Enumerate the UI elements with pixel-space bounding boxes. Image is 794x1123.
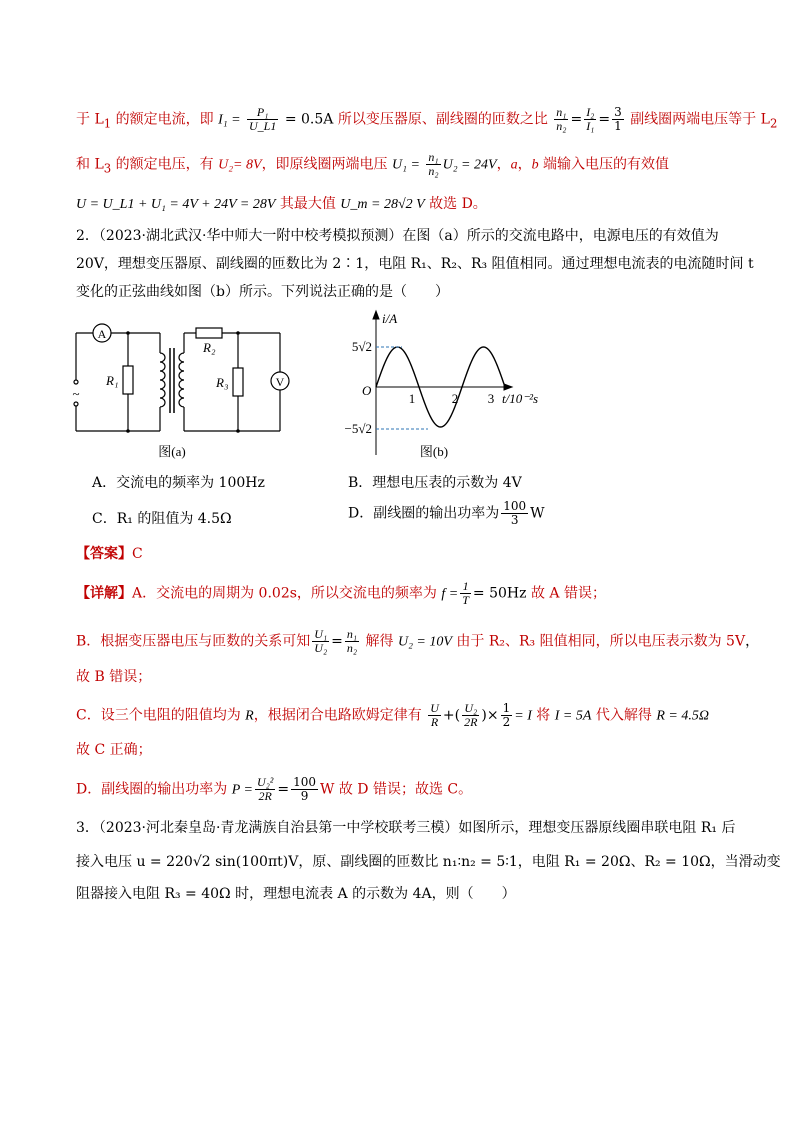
math-text: R (245, 708, 254, 724)
x-tick-label: 1 (408, 391, 416, 406)
fraction-num: U (430, 701, 439, 715)
text: 于 L (76, 111, 104, 128)
fraction-num: 100 (293, 775, 317, 789)
text: A．交流电的周期为 0.02s，所以交流电的频率为 (132, 585, 442, 602)
fraction (426, 151, 440, 178)
current-sine-graph (328, 305, 558, 465)
fraction-den: U_L1 (249, 119, 277, 133)
fraction-den: 9 (300, 789, 309, 803)
text: B．根据变压器电压与匝数的关系可知 (76, 633, 311, 650)
q2-stem-line-1: 2．（2023·湖北武汉·华中师大一附中校考模拟预测）在图（a）所示的交流电路中，电源电压的有效值为 (76, 228, 719, 244)
fraction (312, 628, 329, 655)
text: 其最大值 (275, 196, 341, 212)
fraction (255, 776, 275, 803)
fraction-num: U₁ (314, 627, 328, 641)
math-text: U_m = 28√2 V (340, 197, 425, 212)
fraction-den: 1 (614, 119, 622, 133)
option-d (348, 500, 545, 527)
math-text: P = (231, 782, 253, 798)
junction (126, 331, 130, 335)
math-text: I = 5A (554, 708, 592, 724)
q3-stem-line-3: 阻器接入电阻 R₃ = 40Ω 时，理想电流表 A 的示数为 4A，则（ ） (76, 886, 516, 902)
fraction-den: R (430, 715, 439, 729)
ac-source-label: ~ (72, 386, 80, 401)
resistor-r2 (196, 328, 222, 338)
text: 的额定电压，有 (111, 156, 219, 173)
math-text: U = U_L1 + U₁ = 4V + 24V = 28V (76, 197, 276, 212)
text: ， (496, 156, 511, 173)
q3-stem-line-2: 接入电压 u = 220√2 sin(100πt)V，原、副线圈的匝数比 n₁∶n₂ = 5∶1，电阻 R₁ = 20Ω、R₂ = 10Ω，当滑动变 (76, 854, 781, 870)
ammeter-label: A (97, 327, 107, 341)
math-text: a (510, 157, 518, 173)
fraction-den: 3 (510, 513, 519, 527)
fraction-num: n₁ (556, 105, 567, 119)
fraction (612, 106, 624, 133)
fraction-den: n₂ (428, 164, 439, 178)
y-axis-arrow (373, 311, 379, 319)
terminal (74, 402, 78, 406)
fraction (428, 702, 441, 729)
math-text: R = 4.5Ω (656, 708, 709, 724)
text: 和 L (76, 156, 104, 173)
fraction (462, 702, 479, 729)
text: 副线圈两端电压等于 L (630, 111, 770, 128)
r3-label: R₃ (216, 375, 229, 390)
fraction-den: n₂ (346, 641, 358, 655)
origin-label: O (362, 383, 372, 398)
fraction-num: I₂ (586, 105, 595, 119)
math-text: U₂ = 24V (442, 157, 497, 173)
math-text: U₂= 8V (218, 157, 262, 173)
fraction-den: U₂ (314, 641, 328, 655)
fraction (345, 628, 359, 655)
fraction-num: 100 (503, 499, 527, 513)
fraction (584, 106, 596, 133)
detail-b-conclusion: 故 B 错误； (76, 669, 152, 685)
fraction-num: U₂² (256, 775, 274, 789)
math-text: U₁ = (392, 157, 420, 173)
fraction-den: I₁ (586, 119, 595, 133)
secondary-coil (179, 353, 184, 407)
fraction-den: T (462, 593, 469, 607)
text: 解得 (361, 633, 398, 650)
option-b: B．理想电压表的示数为 4V (348, 475, 522, 491)
text: 由于 R₂、R₃ 阻值相同，所以电压表示数为 (451, 633, 727, 650)
text: D．副线圈的输出功率为 (348, 505, 500, 522)
math-text: f = (441, 586, 459, 602)
fraction-num: n₁ (428, 150, 439, 164)
text: C．设三个电阻的阻值均为 (76, 707, 246, 724)
x-tick-label: 2 (451, 391, 459, 406)
fraction (501, 500, 528, 527)
math-text: = 50Hz (472, 585, 527, 602)
text: 故选 D。 (424, 196, 487, 212)
detail-tag: 【详解】 (76, 585, 132, 602)
prev-solution-line-3 (76, 194, 487, 215)
resistor-r1 (123, 366, 133, 394)
text: ，即原线圈两端电压 (261, 156, 393, 173)
figure-b-caption: 图(b) (419, 444, 449, 459)
text: 代入解得 (591, 707, 657, 724)
r1-label: R₁ (106, 373, 119, 388)
math-text: = (277, 781, 290, 798)
text: 端输入电压的有效值 (538, 156, 670, 173)
prev-solution-line-2 (76, 151, 669, 178)
fraction-den: 2R (464, 715, 478, 729)
detail-c-conclusion: 故 C 正确； (76, 742, 152, 758)
primary-coil (160, 353, 165, 407)
fraction (460, 580, 471, 607)
text: ，根据闭合电路欧姆定律有 (253, 707, 427, 724)
option-c: C．R₁ 的阻值为 4.5Ω (92, 511, 232, 527)
subscript: 2 (769, 116, 778, 131)
x-axis-label: t/10⁻²s (502, 391, 539, 406)
fraction-den: n₂ (556, 119, 567, 133)
fraction (554, 106, 568, 133)
figure-a-caption: 图(a) (158, 444, 186, 459)
text: ， (745, 633, 760, 650)
fraction (247, 106, 278, 133)
text: W 故 D 错误；故选 C。 (320, 781, 473, 798)
text: 5V (726, 633, 746, 650)
fraction (291, 776, 318, 803)
text: D．副线圈的输出功率为 (76, 781, 232, 798)
text: ， (517, 156, 532, 173)
fraction-num: U₂ (462, 702, 479, 716)
junction (126, 429, 130, 433)
text: W (530, 505, 545, 522)
math-text: +( (442, 707, 461, 724)
fraction-num: P₁ (247, 106, 278, 120)
text: 所以变压器原、副线圈的匝数之比 (337, 111, 548, 128)
math-text: = I (514, 708, 532, 724)
fraction-num: n₁ (346, 627, 358, 641)
detail-b: B．根据变压器电压与匝数的关系可知 $\frac{\text{U₁}}{\text{U₂}}$ = $\frac{\text{n₁}}{\text{n₂}}$ 解得 U₂ = 10V 由于 R₂、R₃ 阻值相同，所以电压表示数为 5V， (76, 627, 760, 655)
math-text: I₁ = (218, 112, 241, 128)
fraction (501, 702, 513, 729)
math-text: = 0.5A (284, 111, 334, 128)
detail-d (76, 776, 472, 803)
fraction-num: 3 (614, 105, 622, 119)
fraction-den: 2 (502, 715, 511, 729)
junction (236, 429, 240, 433)
option-a: A．交流电的频率为 100Hz (92, 475, 265, 491)
subscript: 3 (103, 161, 112, 176)
math-text: b (531, 157, 539, 173)
answer-value: C (132, 546, 143, 562)
y-axis-label: i/A (382, 311, 398, 326)
q3-stem-line-1: 3．（2023·河北秦皇岛·青龙满族自治县第一中学校联考三模）如图所示，理想变压器原线圈串联电阻 R₁ 后 (76, 820, 736, 836)
q2-stem-line-2: 20V，理想变压器原、副线圈的匝数比为 2∶1，电阻 R₁、R₂、R₃ 阻值相同。通过理想电流表的电流随时间 t (76, 256, 754, 272)
subscript: 1 (103, 116, 112, 131)
fraction-num: 1 (502, 701, 511, 715)
detail-a (76, 580, 606, 607)
circuit-diagram (60, 318, 310, 463)
text: 故 A 错误； (526, 585, 606, 602)
r2-label: R₂ (203, 340, 216, 355)
prev-solution-line-1: 于 $L_1$ 的额定电流，即 I₁ = $\frac{\text{P₁}}{U\_L1}$ = 0.5A 所以变压器原、副线圈的匝数之比 $\frac{\text{n₁}}{\text{n₂}}$ = $\frac{\text{I₂}}{\text{I₁}}$ = $\frac{3}{1}$ 副线圈两端电压等于 $L_2$ (76, 105, 778, 133)
fraction-num: 1 (460, 580, 471, 594)
fraction-den: 2R (258, 789, 272, 803)
x-tick-label: 3 (487, 391, 495, 406)
voltmeter-label: V (275, 375, 285, 389)
text: 的额定电流，即 (111, 111, 219, 128)
terminal (74, 380, 78, 384)
answer-line (76, 544, 143, 564)
x-axis-arrow (504, 384, 512, 390)
y-min-label: −5√2 (344, 421, 372, 436)
junction (236, 331, 240, 335)
q2-stem-line-3: 变化的正弦曲线如图（b）所示。下列说法正确的是（ ） (76, 284, 449, 300)
y-max-label: 5√2 (351, 339, 372, 354)
resistor-r3 (233, 368, 243, 396)
answer-tag: 【答案】 (76, 546, 132, 562)
text: 将 (531, 707, 555, 724)
detail-c (76, 702, 709, 729)
math-text: U₂ = 10V (397, 634, 452, 650)
math-text: )× (481, 707, 499, 724)
